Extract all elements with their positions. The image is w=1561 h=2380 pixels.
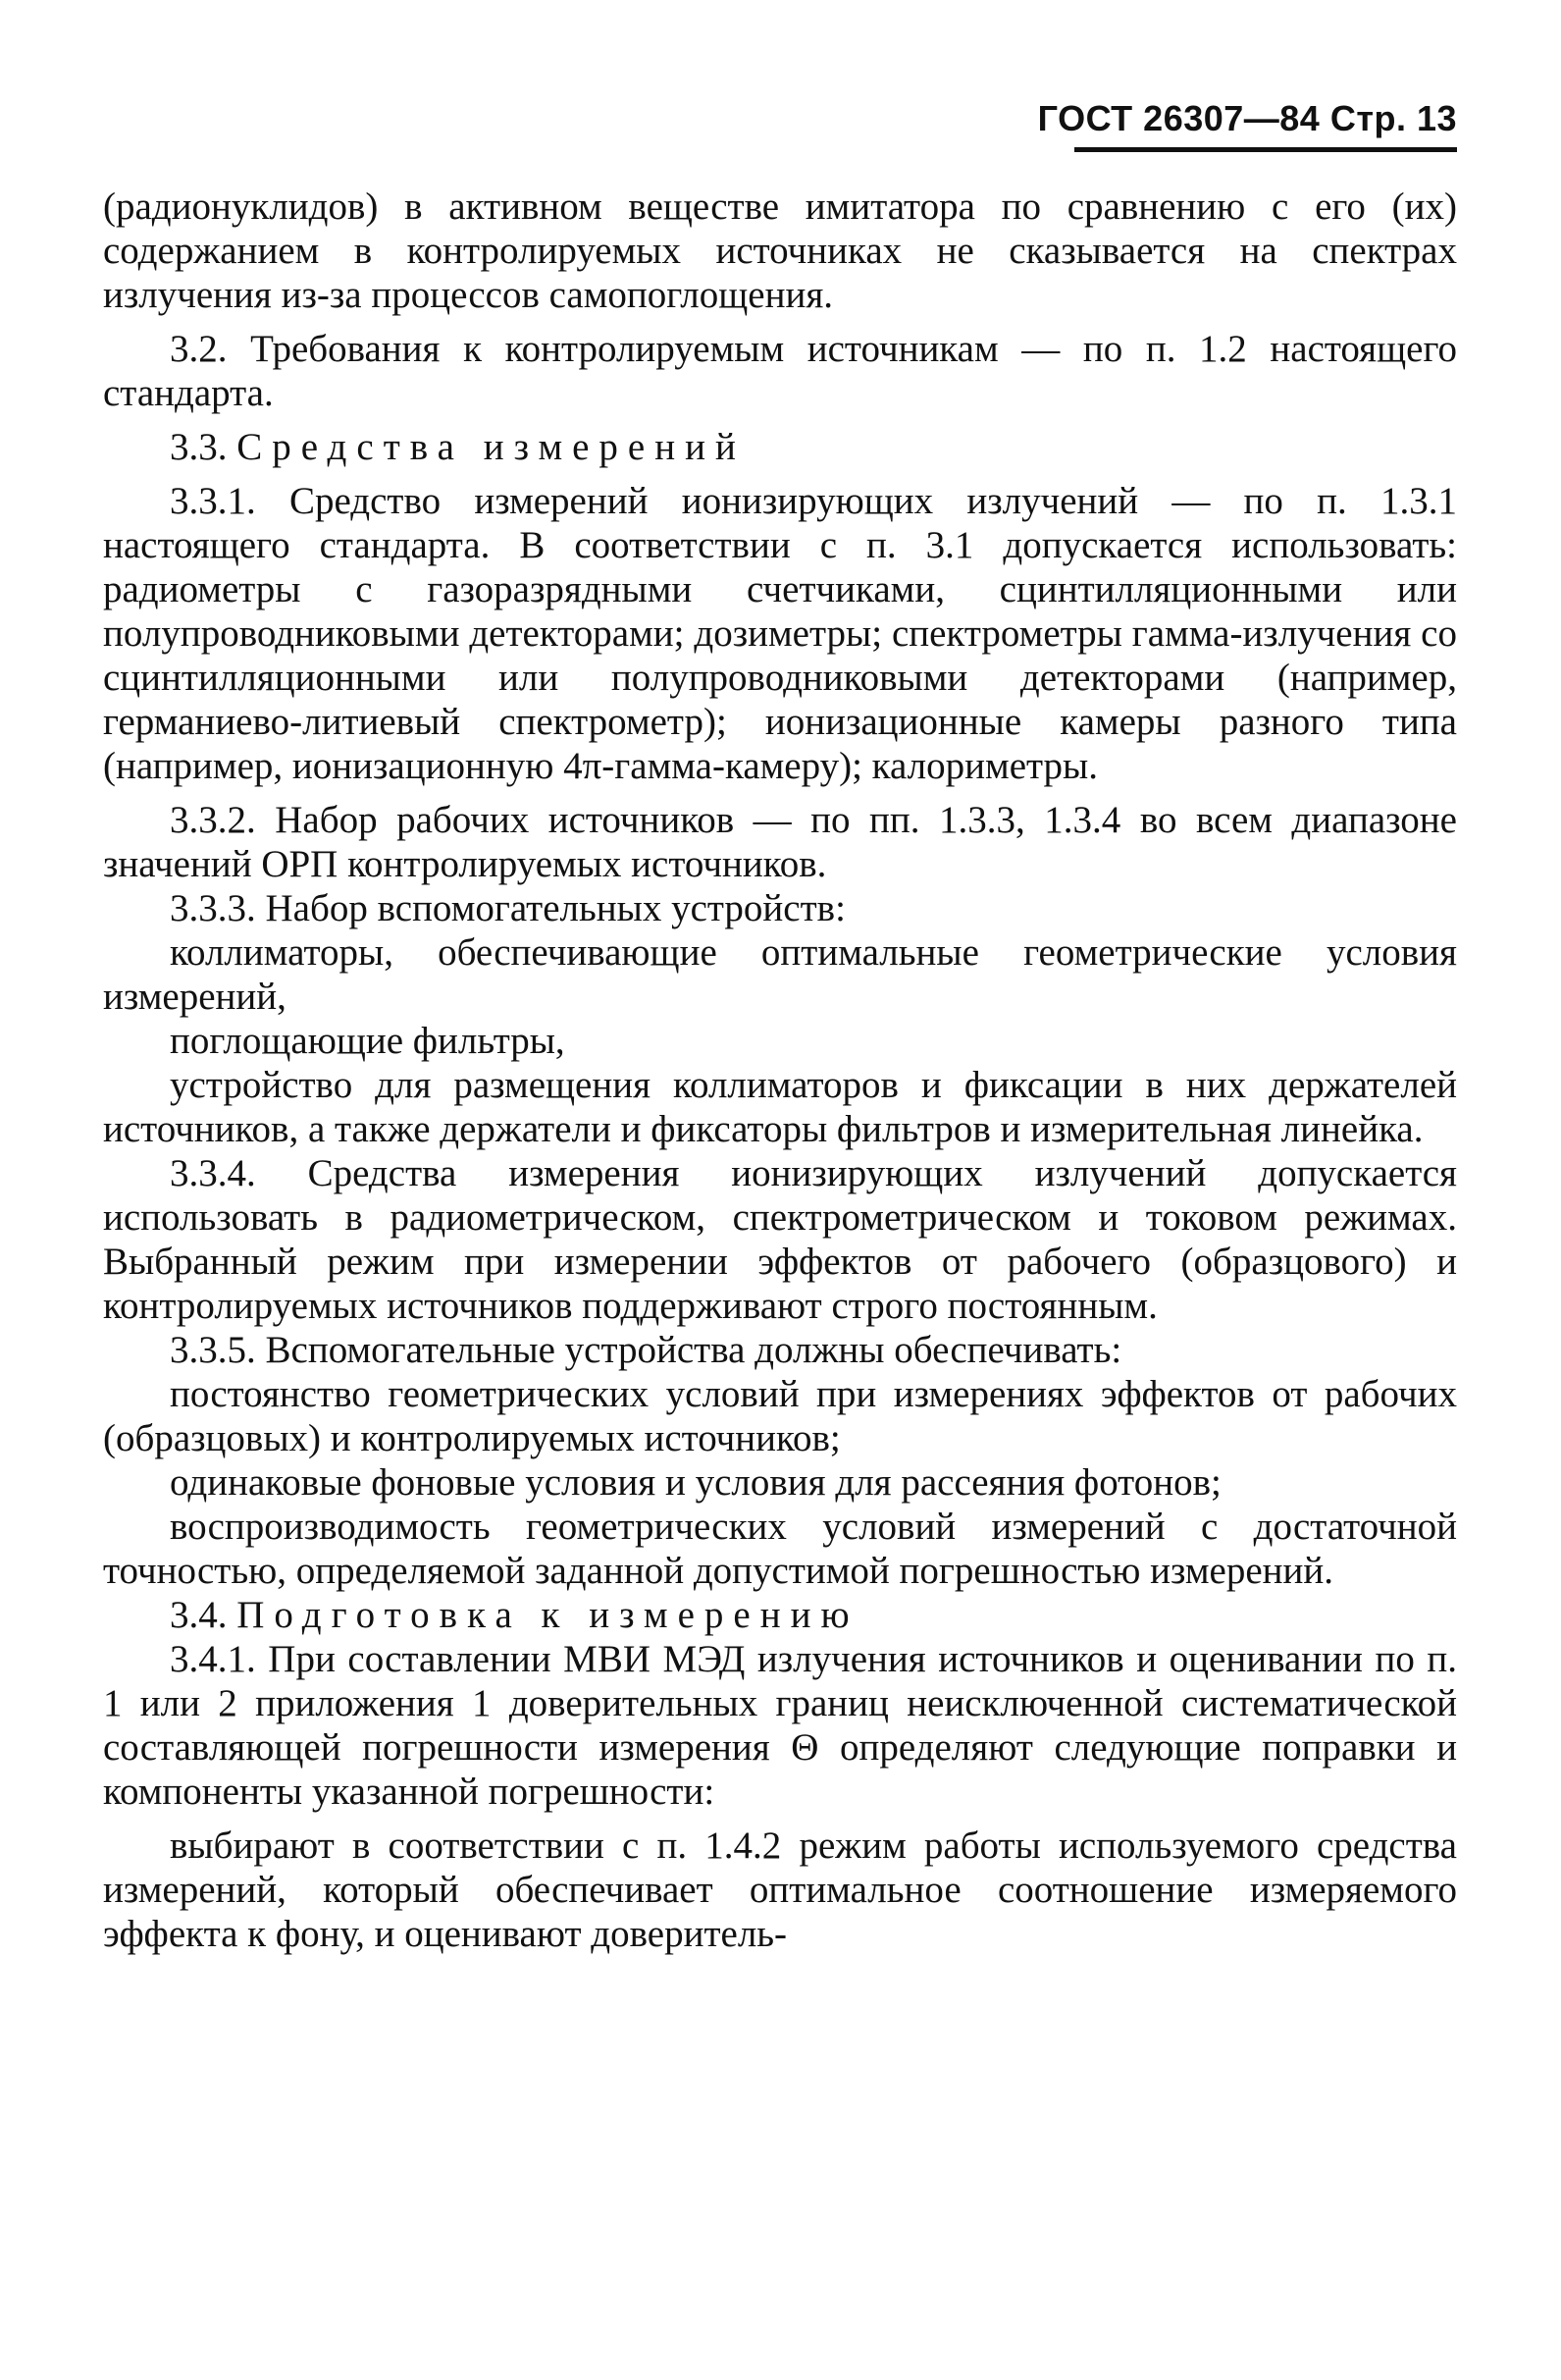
paragraph-3-3-5: 3.3.5. Вспомогательные устройства должны обеспечивать: [170, 1329, 1122, 1371]
paragraph-3-3-1: 3.3.1. Средство измерений ионизирующих излучений — по п. 1.3.1 настоящего стандарта. В соответствии с п. 3.1 допускается использовать: радиометры с газоразрядными счетчиками, сцинтилляционными или полупроводниковыми детекторами; дозиметры; спектрометры гамма-излучения со сцинтилляционными или полупроводниковыми детекторами (например, германиево-литиевый спектрометр); ионизационные камеры разного типа (например, ионизационную 4π-гамма-камеру); калориметры. [103, 480, 1457, 787]
section-title-text: Средства измерений [236, 426, 746, 468]
list-item-holder-device: устройство для размещения коллиматоров и фиксации в них держателей источников, а также держатели и фиксаторы фильтров и измерительная линейка. [103, 1064, 1457, 1150]
list-item-background-conditions: одинаковые фоновые условия и условия для рассеяния фотонов; [170, 1461, 1222, 1504]
section-number: 3.4. [170, 1594, 228, 1636]
list-item-reproducibility: воспроизводимость геометрических условий измерений с достаточной точностью, определяемой заданной допустимой погрешностью измерений. [103, 1506, 1457, 1592]
page-header-text: ГОСТ 26307—84 Стр. 13 [1037, 98, 1457, 138]
header-rule [1074, 147, 1457, 152]
section-heading-3-4 [103, 1593, 1457, 1637]
paragraph-3-2: 3.2. Требования к контролируемым источникам — по п. 1.2 настоящего стандарта. [103, 328, 1457, 414]
section-title-text: Подготовка к измерению [236, 1594, 859, 1636]
paragraph-3-3-3: 3.3.3. Набор вспомогательных устройств: [170, 887, 846, 929]
paragraph-3-3-4: 3.3.4. Средства измерения ионизирующих излучений допускается использовать в радиометрическом, спектрометрическом и токовом режимах. Выбранный режим при измерении эффектов от рабочего (образцового) и контролируемых источников поддерживают строго постоянным. [103, 1152, 1457, 1327]
section-heading-3-3 [103, 425, 1457, 469]
list-item-geometry-constancy: постоянство геометрических условий при измерениях эффектов от рабочих (образцовых) и контролируемых источников; [103, 1373, 1457, 1459]
section-number: 3.3. [170, 426, 228, 468]
paragraph-mode-selection: выбирают в соответствии с п. 1.4.2 режим работы используемого средства измерений, который обеспечивает оптимальное соотношение измеряемого эффекта к фону, и оценивают доверитель- [103, 1825, 1457, 1955]
list-item-collimators: коллиматоры, обеспечивающие оптимальные геометрические условия измерений, [103, 931, 1457, 1018]
list-item-filters: поглощающие фильтры, [170, 1020, 565, 1062]
document-page [103, 98, 1457, 1956]
paragraph-3-3-2: 3.3.2. Набор рабочих источников — по пп. 1.3.3, 1.3.4 во всем диапазоне значений ОРП контролируемых источников. [103, 799, 1457, 885]
document-body [103, 185, 1457, 1956]
paragraph-3-4-1: 3.4.1. При составлении МВИ МЭД излучения источников и оценивании по п. 1 или 2 приложения 1 доверительных границ неисключенной систематической составляющей погрешности измерения Θ определяют следующие поправки и компоненты указанной погрешности: [103, 1638, 1457, 1813]
paragraph-continuation: (радионуклидов) в активном веществе имитатора по сравнению с его (их) содержанием в контролируемых источниках не сказывается на спектрах излучения из-за процессов самопоглощения. [103, 185, 1457, 316]
page-header [103, 98, 1457, 155]
